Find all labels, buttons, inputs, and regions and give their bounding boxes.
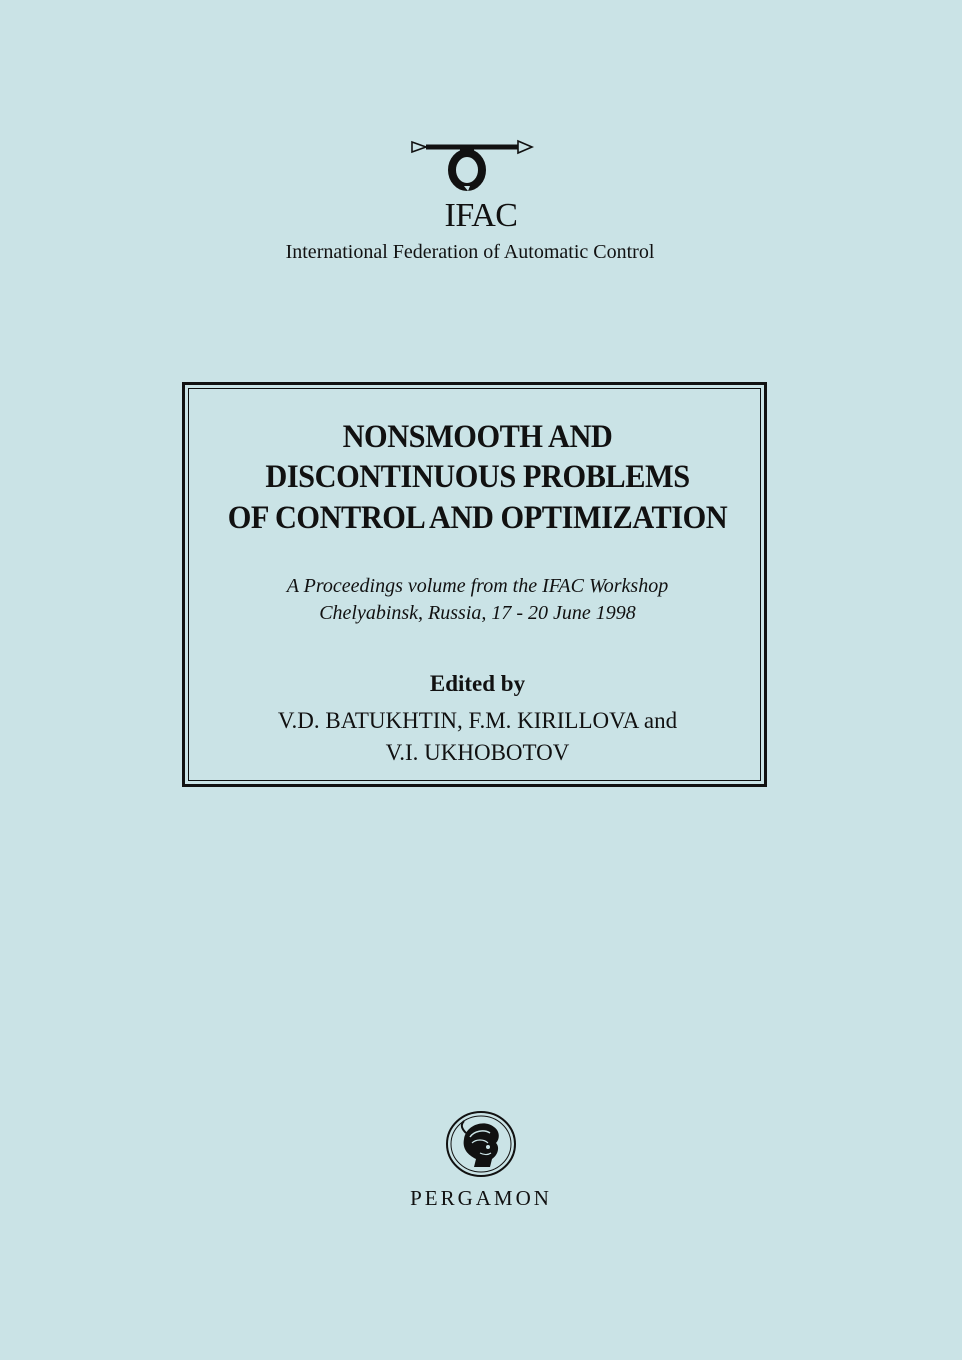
ifac-full-name: International Federation of Automatic Control [285, 241, 655, 263]
ifac-acronym: IFAC [444, 197, 518, 234]
pergamon-athena-icon [444, 1109, 518, 1179]
subtitle-line-2: Chelyabinsk, Russia, 17 - 20 June 1998 [319, 602, 636, 624]
pergamon-publisher-name: PERGAMON [410, 1186, 552, 1210]
editors-line-1: V.D. BATUKHTIN, F.M. KIRILLOVA and [277, 708, 678, 733]
editors-line-2: V.I. UKHOBOTOV [385, 740, 570, 765]
edited-by-label: Edited by [429, 671, 526, 696]
title-line-1: NONSMOOTH AND [342, 419, 613, 455]
subtitle-line-1: A Proceedings volume from the IFAC Workshop [286, 575, 669, 597]
title-line-2: DISCONTINUOUS PROBLEMS [265, 459, 690, 495]
title-line-3: OF CONTROL AND OPTIMIZATION [227, 500, 728, 536]
ifac-emblem-icon [410, 134, 536, 198]
title-box [182, 382, 767, 787]
